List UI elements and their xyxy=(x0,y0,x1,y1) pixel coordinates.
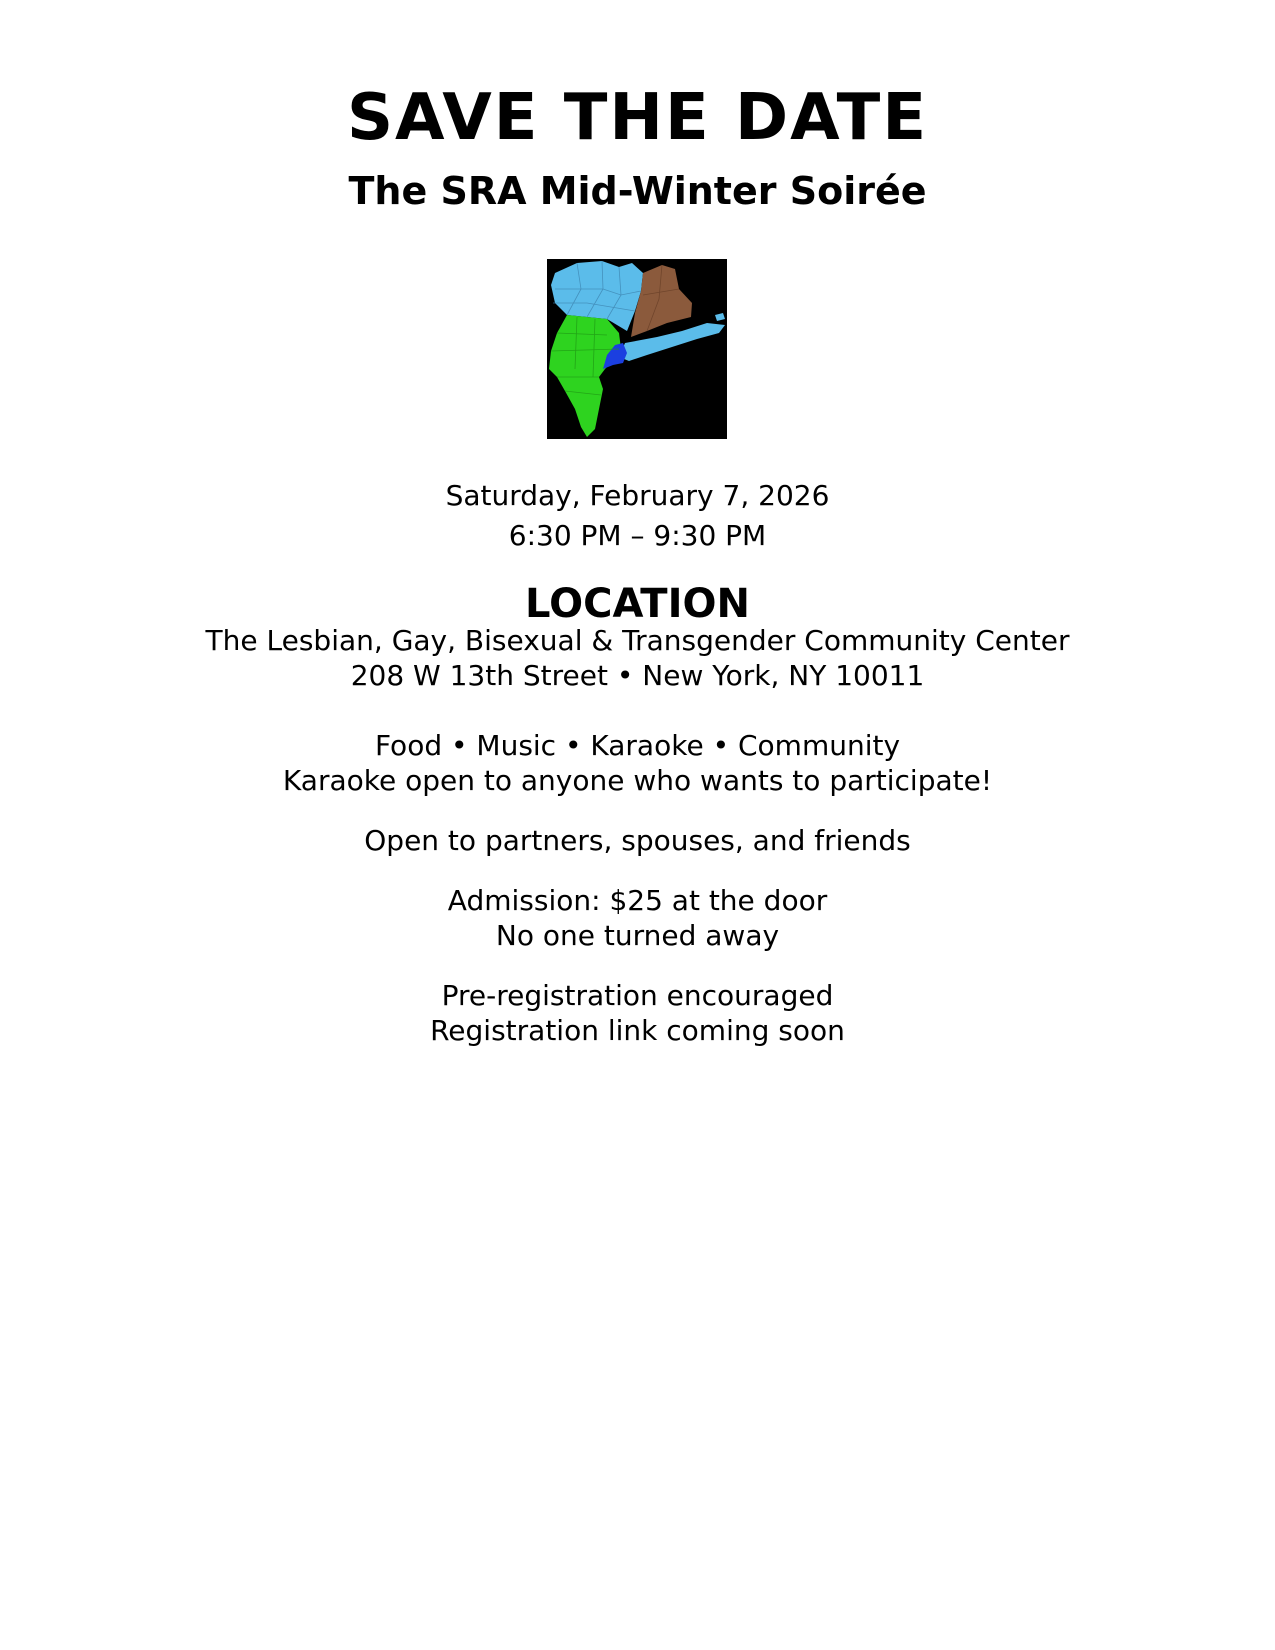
admission-note: No one turned away xyxy=(495,919,780,952)
activities-list: Food • Music • Karaoke • Community xyxy=(374,729,901,762)
location-heading: LOCATION xyxy=(525,581,750,627)
event-date: Saturday, February 7, 2026 xyxy=(445,479,830,512)
page-title: SAVE THE DATE xyxy=(346,81,929,155)
venue-name: The Lesbian, Gay, Bisexual & Transgender Community Center xyxy=(205,624,1070,657)
regional-map-icon xyxy=(547,259,727,439)
karaoke-note: Karaoke open to anyone who wants to participate! xyxy=(282,764,993,797)
event-time: 6:30 PM – 9:30 PM xyxy=(508,519,767,552)
venue-address: 208 W 13th Street • New York, NY 10011 xyxy=(350,659,925,692)
guests-note: Open to partners, spouses, and friends xyxy=(364,824,911,857)
registration-note: Pre-registration encouraged xyxy=(441,979,834,1012)
admission-price: Admission: $25 at the door xyxy=(447,884,828,917)
registration-link-note: Registration link coming soon xyxy=(430,1014,845,1047)
event-name: The SRA Mid-Winter Soirée xyxy=(348,169,927,213)
